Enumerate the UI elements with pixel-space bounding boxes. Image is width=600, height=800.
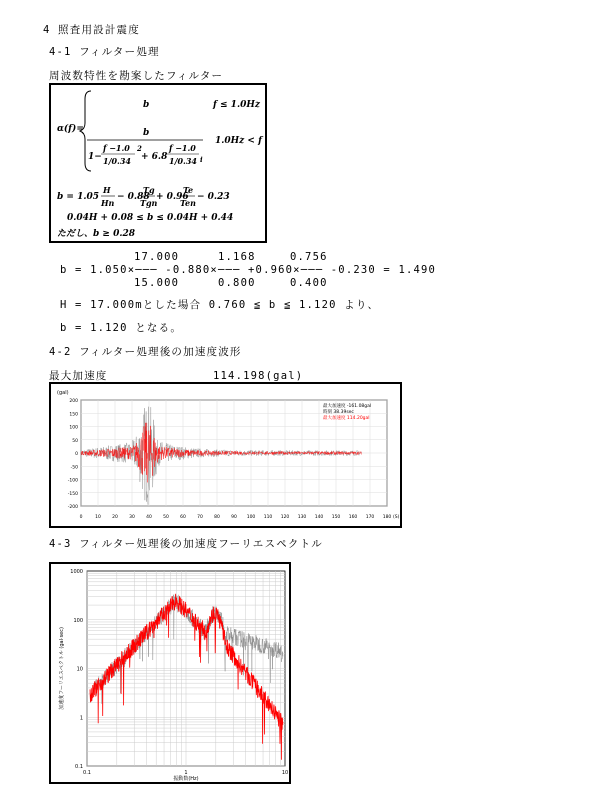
wave-ytick-label: 0 bbox=[75, 452, 78, 457]
calc-denominator-3: 0.400 bbox=[290, 277, 328, 289]
section-heading-4-1: 4-1 フィルター処理 bbox=[49, 46, 160, 58]
calc-numerator-1: 17.000 bbox=[134, 251, 180, 263]
case1-value: b bbox=[143, 100, 150, 110]
b-minus-2: − 0.23 bbox=[197, 192, 230, 202]
wave-xtick-label: 80 bbox=[214, 515, 220, 520]
wave-legend-entry: 時刻 38.39sec bbox=[323, 410, 354, 415]
case2-f1: f −1.0 bbox=[103, 143, 130, 153]
b-result-line: b = 1.120 となる。 bbox=[60, 322, 183, 334]
wave-xtick-label: 180 bbox=[382, 515, 392, 520]
wave-xtick-label: 150 bbox=[331, 515, 341, 520]
case2-i: i bbox=[200, 155, 203, 164]
wave-xtick-label: 120 bbox=[280, 515, 290, 520]
b-Ten: Ten bbox=[180, 198, 196, 208]
case2-middle-term: + 6.8 bbox=[141, 152, 168, 162]
calc-denominator-1: 15.000 bbox=[134, 277, 180, 289]
b-plus: + 0.96 bbox=[156, 192, 189, 202]
wave-xtick-label: 100 bbox=[246, 515, 256, 520]
wave-ytick-label: -150 bbox=[67, 491, 78, 497]
wave-xtick-label: 140 bbox=[314, 515, 324, 520]
wave-ytick-label: 100 bbox=[69, 425, 78, 431]
case2-denominator-start: 1− bbox=[88, 152, 102, 162]
formula-lhs: α(f)= bbox=[57, 124, 84, 134]
wave-legend-entry: 最大加速度 114.20gal bbox=[323, 416, 370, 421]
section-heading-4-3: 4-3 フィルター処理後の加速度フーリエスペクトル bbox=[49, 538, 324, 550]
wave-ytick-label: 50 bbox=[72, 438, 78, 444]
wave-ytick-label: -100 bbox=[67, 478, 78, 484]
spectrum-chart bbox=[49, 562, 291, 784]
wave-xtick-label: 30 bbox=[129, 515, 135, 520]
wave-xtick-label: 10 bbox=[95, 515, 101, 520]
calc-numerator-3: 0.756 bbox=[290, 251, 328, 263]
calc-equation-line: b = 1.050×─── -0.880×─── +0.960×─── -0.230 = 1.490 bbox=[60, 264, 437, 276]
wave-x-unit: (S) bbox=[393, 515, 400, 520]
wave-xtick-label: 40 bbox=[146, 515, 152, 520]
b-Tg: Tg bbox=[143, 185, 155, 195]
wave-xtick-label: 110 bbox=[263, 515, 273, 520]
b-condition: ただし、b ≥ 0.28 bbox=[57, 229, 136, 239]
case1-condition: f ≤ 1.0Hz bbox=[213, 100, 260, 110]
max-acc-label: 最大加速度 bbox=[49, 370, 108, 382]
b-range: 0.04H + 0.08 ≤ b ≤ 0.04H + 0.44 bbox=[67, 213, 234, 223]
b-minus-1: − 0.88 bbox=[117, 192, 150, 202]
case2-f2: f −1.0 bbox=[169, 143, 196, 153]
wave-y-unit: (gal) bbox=[57, 390, 69, 396]
wave-xtick-label: 60 bbox=[180, 515, 186, 520]
spectrum-svg bbox=[51, 564, 289, 782]
wave-xtick-label: 90 bbox=[231, 515, 237, 520]
waveform-svg bbox=[51, 384, 400, 526]
wave-ytick-label: -50 bbox=[70, 465, 78, 471]
spectrum-ytick-label: 0.1 bbox=[75, 764, 83, 770]
wave-xtick-label: 70 bbox=[197, 515, 203, 520]
spectrum-ytick-label: 1 bbox=[79, 715, 83, 722]
calc-denominator-2: 0.800 bbox=[218, 277, 256, 289]
max-acc-value: 114.198(gal) bbox=[213, 370, 304, 382]
filter-subheading: 周波数特性を勘案したフィルター bbox=[49, 70, 224, 82]
case2-condition: 1.0Hz < f bbox=[215, 136, 262, 146]
spectrum-x-label: 振動数(Hz) bbox=[173, 776, 199, 782]
case2-d1: 1/0.34 bbox=[103, 156, 131, 166]
b-Hn: Hn bbox=[101, 198, 115, 208]
wave-xtick-label: 170 bbox=[365, 515, 375, 520]
wave-xtick-label: 50 bbox=[163, 515, 169, 520]
b-Tgn: Tgn bbox=[140, 198, 158, 208]
wave-xtick-label: 130 bbox=[297, 515, 307, 520]
b-equation-lhs: b = 1.05 bbox=[57, 192, 100, 202]
case2-d2: 1/0.34 bbox=[169, 156, 197, 166]
svg-text:2: 2 bbox=[137, 144, 142, 153]
spectrum-y-label: 加速度フーリエスペクトル (gal·sec) bbox=[59, 627, 65, 710]
section-heading-4: 4 照査用設計震度 bbox=[43, 24, 140, 36]
spectrum-ytick-label: 1000 bbox=[70, 569, 83, 575]
wave-xtick-label: 160 bbox=[348, 515, 358, 520]
wave-xtick-label: 0 bbox=[79, 515, 83, 520]
case2-numerator: b bbox=[143, 128, 150, 138]
wave-legend-entry: 最大加速度 -161.08gal bbox=[323, 404, 372, 409]
spectrum-ytick-label: 10 bbox=[76, 666, 83, 673]
spectrum-xtick-label: 10 bbox=[281, 770, 289, 776]
calc-numerator-2: 1.168 bbox=[218, 251, 256, 263]
b-Te: Te bbox=[183, 185, 194, 195]
spectrum-xtick-label: 1 bbox=[184, 770, 188, 776]
section-heading-4-2: 4-2 フィルター処理後の加速度波形 bbox=[49, 346, 242, 358]
formula-box bbox=[49, 83, 267, 243]
wave-ytick-label: 200 bbox=[69, 399, 78, 404]
b-H: H bbox=[103, 185, 111, 195]
wave-ytick-label: 150 bbox=[69, 412, 78, 418]
h-condition-line: H = 17.000mとした場合 0.760 ≦ b ≦ 1.120 より、 bbox=[60, 299, 380, 311]
spectrum-xtick-label: 0.1 bbox=[83, 770, 91, 776]
waveform-chart bbox=[49, 382, 402, 528]
wave-ytick-label: -200 bbox=[67, 505, 78, 510]
spectrum-ytick-label: 100 bbox=[73, 617, 83, 624]
formula-svg bbox=[51, 85, 265, 241]
wave-xtick-label: 20 bbox=[112, 515, 118, 520]
